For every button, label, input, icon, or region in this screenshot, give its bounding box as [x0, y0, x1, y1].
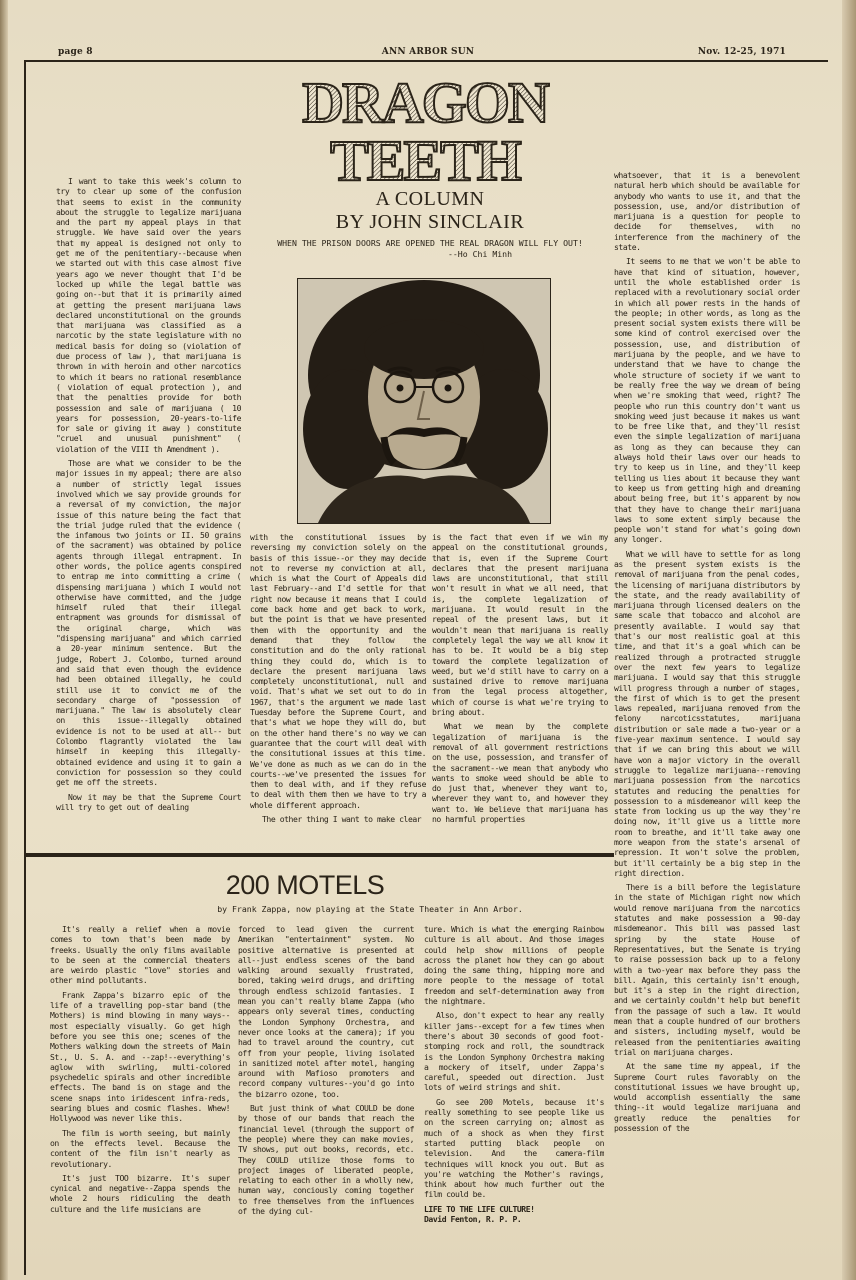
paragraph: whatsoever, that it is a benevolent natural herb which should be available for anybody who wants to use it, and that the possession, use, and/or distribution of marijuana is a question for people to decide for themselves, with no interference from the machinery of the state. [614, 170, 800, 253]
page-number: page 8 [58, 47, 93, 57]
portrait-illustration [298, 279, 550, 523]
paragraph: ture. Which is what the emerging Rainbow culture is all about. And those images could help show millions of people across the planet how they can go about doing the same thing, hipping more and more people to the message of total freedom and self-determination away from the nightmare. [424, 924, 604, 1007]
review-text-col-3 [424, 924, 604, 1274]
paragraph: Now it may be that the Supreme Court will try to get out of dealing [56, 791, 241, 812]
paragraph: What we mean by the complete legalization of marijuana is the removal of all government restrictions on the use, possession, and transfer of the sacrament--we mean that anybody who wants to smoke weed should be able to do just that, whenever they want to, wherever they want to, and however they want to. We believe that marijuana has no harmful properties [432, 721, 608, 825]
column-text-col-2 [250, 532, 426, 852]
paragraph: Go see 200 Motels, because it's really something to see people like us on the screen carrying on; almost as much of a shock as when they first started putting black people on television. And the camera-film techniques will knock you out. But as you're watching the Mother's ravings, think about how much further out the film could be. [424, 1096, 604, 1200]
column-text-col-3 [432, 532, 608, 852]
paragraph: The film is worth seeing, but mainly on the effects level. Because the content of the film isn't nearly as revolutionary. [50, 1127, 230, 1169]
dragon-teeth-masthead [300, 72, 550, 187]
paragraph: It's really a relief when a movie comes to town that's been made by freeks. Usually the only films available to be seen at the commercial theaters are weirdo plastic "love" stories and other mind pollutants. [50, 924, 230, 986]
issue-date: Nov. 12-25, 1971 [697, 47, 786, 57]
masthead-line-2: TEETH [330, 128, 520, 187]
column-title-2: BY JOHN SINCLAIR [335, 211, 525, 233]
paragraph: At the same time my appeal, if the Supreme Court rules favorably on the constitutional issues we have brought up, would accomplish essentially the same thing--it would legalize marijuana and greatly reduce the penalties for possession of the [614, 1061, 800, 1134]
paper-name: ANN ARBOR SUN [381, 47, 475, 57]
masthead-line-1: DRAGON [302, 72, 548, 135]
paragraph: is the fact that even if we win my appeal on the constitutional grounds, that is, even if the Supreme Court declares that the present marijuana laws are unconstitutional, that still won't result in what we all need, that is, the complete legalization of marijuana. It would result in the repeal of the present laws, but it wouldn't mean that marijuana is really completely legal the way we all know it has to be. It would be a big step toward the complete legalization of weed, but we'd still have to carry on a sustained drive to remove marijuana from the legal process altogether, which of course is what we're trying to bring about. [432, 532, 608, 718]
paragraph: forced to lead given the current Amerikan "entertainment" system. No positive alternative is presented at all--just endless scenes of the band walking around sexually frustrated, bored, taking weird drugs, and drifting through endless schizoid fantasies. I mean you can't really blame Zappa (who appears only several times, conducting the London Symphony Orchestra, and never once looks at the camera); if you had to travel around the country, cut off from your people, living isolated in sanitized motel after motel, hanging around with Mafioso promoters and record company vultures--you'd go into the bizarro ozone, too. [238, 924, 414, 1099]
column-heading [240, 188, 620, 234]
section-divider [24, 853, 614, 857]
page-edge-shadow [0, 0, 8, 1280]
review-text-col-1 [50, 924, 230, 1274]
column-title-1: A COLUMN [375, 188, 485, 210]
paragraph: I want to take this week's column to try to clear up some of the confusion that seems to exist in the community about the struggle to legalize marijuana and the part my appeal plays in that struggle. We have said over the years that my appeal is designed not only to get me of the penitentiary--because when we started out with this case almost five years ago we never thought that I'd be locked up while the legal battle was going on--but that it is primarily aimed at getting the present marijuana laws declared unconstitutional on the grounds that marijuana was classified as a narcotic by the state legislature with no medical basis for doing so (violation of due process of law ), that marijuana is thrown in with heroin and other narcotics to which it bears no rational resemblance ( violation of equal protection ), and that the penalties provide for both possession and sale of marijuana ( 10 years for possession, 20-years-to-life for sale or giving it away ) constitute "cruel and unusual punishment" ( violation of the VIII th Amendment ). [56, 176, 241, 454]
paragraph: It seems to me that we won't be able to have that kind of situation, however, until the whole established order is replaced with a revolutionary social order in which all power rests in the hands of the people; in other words, as long as the present social system exists there will be some kind of control exercised over the possession, use, and distribution of marijuana by the people, and we have to understand that we have to change the whole structure of society if we want to be really free the way we dream of being when we're smoking that weed, right? The people who run this country don't want us smoking weed just because it makes us want to be free like that, and they'll resist even the simple legalization of marijuana as long as they can because they can always hold their laws over our heads to try to keep us in line, and they'll keep telling us lies about it because they want to keep us from getting high and dreaming about being free, but it's apparent by now that they have to change their marijuana laws to some extent simply because the people won't stand for what's going down any longer. [614, 256, 800, 545]
paragraph: Frank Zappa's bizarro epic of the life of a travelling pop-star band (the Mothers) is mind blowing in many ways--most especially visually. Go get high before you see this one; scenes of the Mothers walking down the streets of Main St., U. S. A. and --zap!--everything's aglow with swirling, multi-colored psychedelic spirals and other incredible effects. The band is on stage and the scene snaps into iridescent infra-reds, searing blues and cosmic flashes. Whew! Hollywood was never like this. [50, 989, 230, 1124]
page-edge-right [842, 0, 856, 1280]
paragraph: What we will have to settle for as long as the present system exists is the removal of marijuana from the penal codes, the licensing of marijuana distributors by the state, and the ready availability of marijuana through licensed dealers on the same scale that tobacco and alcohol are presently available. I would say that that's our most realistic goal at this time, and that it's a goal which can be realized through a protracted struggle over the next few years to legalize marijuana. I would say that this struggle will progress through a number of stages, the first of which is to get the present laws repealed, marijuana removed from the felony narcoticsstatutes, marijuana distribution or sale made a two-year or a five-year maximum sentence. I would say that if we can bring this about we will have won a major victory in the overall struggle to legalize marijuana--removing marijuana possession from the narcotics statutes and reducing the penalties for possession to a misdemeanor will keep the state from locking us up the way they're doing now, it'll give us a little more room to breathe, and it'll take away one more weapon from the state's arsenal of repression. It won't solve the problem, but it'll certainly be a big step in the right direction. [614, 548, 800, 878]
paragraph: There is a bill before the legislature in the state of Michigan right now which would remove marijuana from the narcotics statutes and make possession a 90-day misdemeanor. This bill was passed last spring by the state House of Representatives, but the Senate is trying to raise possession back up to a felony with a two-year max before they pass the bill. Again, this certainly isn't enough, but it's a step in the right direction, and we certainly couldn't help but benefit from the passage of such a law. It would mean that a couple hundred of our brothers and sisters, including myself, would be released from the penitentiaries awaiting trial on marijuana charges. [614, 882, 800, 1057]
paragraph: Also, don't expect to hear any really killer jams--except for a few times when there's about 30 seconds of good foot-stomping rock and roll, the soundtrack is the London Symphony Orchestra making a mockery of itself, under Zappa's careful, speeded out direction. Just lots of weird strings and shit. [424, 1010, 604, 1093]
header-rule [24, 60, 828, 62]
review-text-col-2 [238, 924, 414, 1274]
paragraph: It's just TOO bizarre. It's super cynical and negative--Zappa spends the whole 2 hours ridiculing the death culture and the life musicians are [50, 1172, 230, 1214]
paragraph: But just think of what COULD be done by those of our bands that reach the financial level (through the support of the people) where they can make movies, TV shows, put out books, records, etc. They COULD utilize those forms to project images of liberated people, relating to each other in a wholly new, human way, conciously coming together to free themselves from the influences of the dying cul- [238, 1103, 414, 1217]
review-signoff: LIFE TO THE LIFE CULTURE! [424, 1203, 535, 1214]
paragraph: The other thing I want to make clear [262, 814, 422, 825]
left-border-rule [24, 60, 26, 1275]
review-title: 200 MOTELS [225, 870, 385, 900]
column-text-col-1 [56, 176, 241, 848]
epigraph-quote: WHEN THE PRISON DOORS ARE OPENED THE REAL DRAGON WILL FLY OUT! [277, 238, 583, 248]
column-text-col-4 [614, 170, 800, 1273]
paragraph: with the constitutional issues by reversing my conviction solely on the basis of this issue--or they may decide not to reverse my conviction at all, which is what the Court of Appeals did last February--and I'd settle for that right now because it means that I could come back home and get back to work, but the point is that we have presented them with the opportunity and the demand that they follow the constitution and do the only rational thing they could do, which is to declare the present marijuana laws completely unconstitutional, null and void. That's what we set out to do in 1967, that's the argument we made last Tuesday before the Supreme Court, and that's what we hope they will do, but on the other hand there's no way we can guarantee that the court will deal with the consitutional issues at this time. We've done as much as we can do in the courts--we've presented the issues for them to deal with, and if they refuse to deal with them then we have to try a whole different approach. [250, 532, 426, 810]
paragraph: Those are what we consider to be the major issues in my appeal; there are also a number of strictly legal issues involved which we say provide grounds for a reversal of my conviction, the major issue of this nature being the fact that the trial judge ruled that the evidence ( the infamous two joints or II. 50 grains of the sacrament) was obtained by police agents through illegal entrapment. In other words, the police agents conspired to entrap me into committing a crime ( dispensing marijuana ) which I would not otherwise have committed, and the judge himself ruled that their illegal entrapment was grounds for dismissal of the original charge, which was "dispensing marijuana" and which carried a 20-year minimum sentence. But the judge, Robert J. Colombo, turned around and said that even though the evidence had been obtained illegally, he could still use it to convict me of the secondary charge of "possession of marijuana." The law is absolutely clear on this issue--illegally obtained evidence is not to be used at all-- but Colombo flagrantly violated the law himself in keeping this illegally-obtained evidence and using it to gain a conviction for possession so they could get me off the streets. [56, 458, 241, 788]
review-author: David Fenton, R. P. P. [424, 1214, 522, 1225]
author-portrait-photo [297, 278, 551, 524]
review-byline: by Frank Zappa, now playing at the State Theater in Ann Arbor. [217, 904, 523, 914]
epigraph-attribution: --Ho Chi Minh [447, 249, 513, 259]
epigraph [240, 238, 620, 260]
